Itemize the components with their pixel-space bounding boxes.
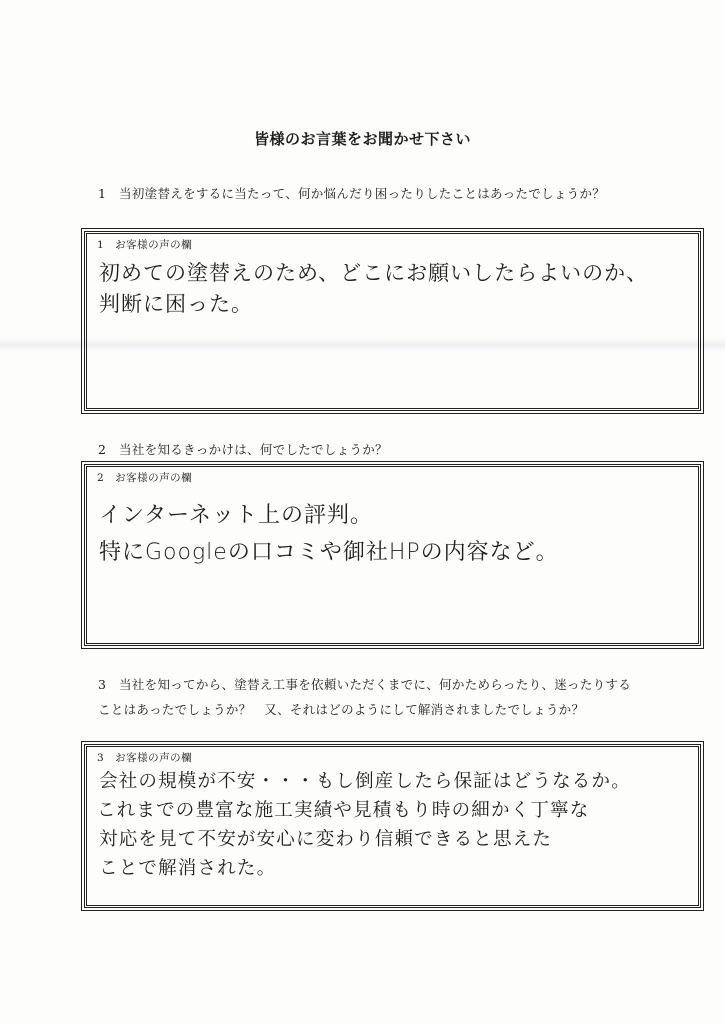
answer-1-line-1: 初めての塗替えのため、どこにお願いしたらよいのか、	[99, 261, 649, 285]
answer-box-2	[84, 464, 701, 646]
answer-2-line-2: 特にGoogleの口コミや御社HPの内容など。	[99, 540, 559, 565]
answer-box-3-label: 3 お客様の声の欄	[97, 752, 193, 764]
answer-1-handwriting	[99, 258, 688, 320]
answer-box-3	[84, 744, 701, 908]
answer-box-2-label: 2 お客様の声の欄	[97, 472, 193, 484]
answer-2-line-1: インターネット上の評判。	[99, 503, 374, 528]
answer-2-handwriting	[99, 497, 688, 571]
answer-1-line-2: 判断に困った。	[99, 292, 253, 316]
question-3: 3 当社を知ってから、塗替え工事を依頼いただくまでに、何かためらったり、迷ったりすることはあったでしょうか？ 又、それはどのようにして解消されましたでしょうか？	[98, 677, 632, 717]
answer-3-handwriting	[99, 767, 688, 883]
question-2: 2 当社を知るきっかけは、何でしたでしょうか？	[98, 442, 388, 457]
page-title: 皆様のお言葉をお聞かせ下さい	[253, 130, 471, 148]
question-1: 1 当初塗替えをするに当たって、何か悩んだり困ったりしたことはあったでしょうか？	[98, 186, 606, 201]
answer-3-line-1: 会社の規模が不安・・・もし倒産したら保証はどうなるか。	[99, 771, 631, 792]
answer-3-line-4: ことで解消された。	[99, 858, 277, 879]
answer-box-1	[84, 231, 701, 411]
answer-box-1-label: 1 お客様の声の欄	[97, 239, 193, 251]
answer-3-line-3: 対応を見て不安が安心に変わり信頼できると思えた	[99, 829, 553, 850]
answer-3-line-2: これまでの豊富な施工実績や見積もり時の細かく丁寧な	[97, 800, 590, 821]
